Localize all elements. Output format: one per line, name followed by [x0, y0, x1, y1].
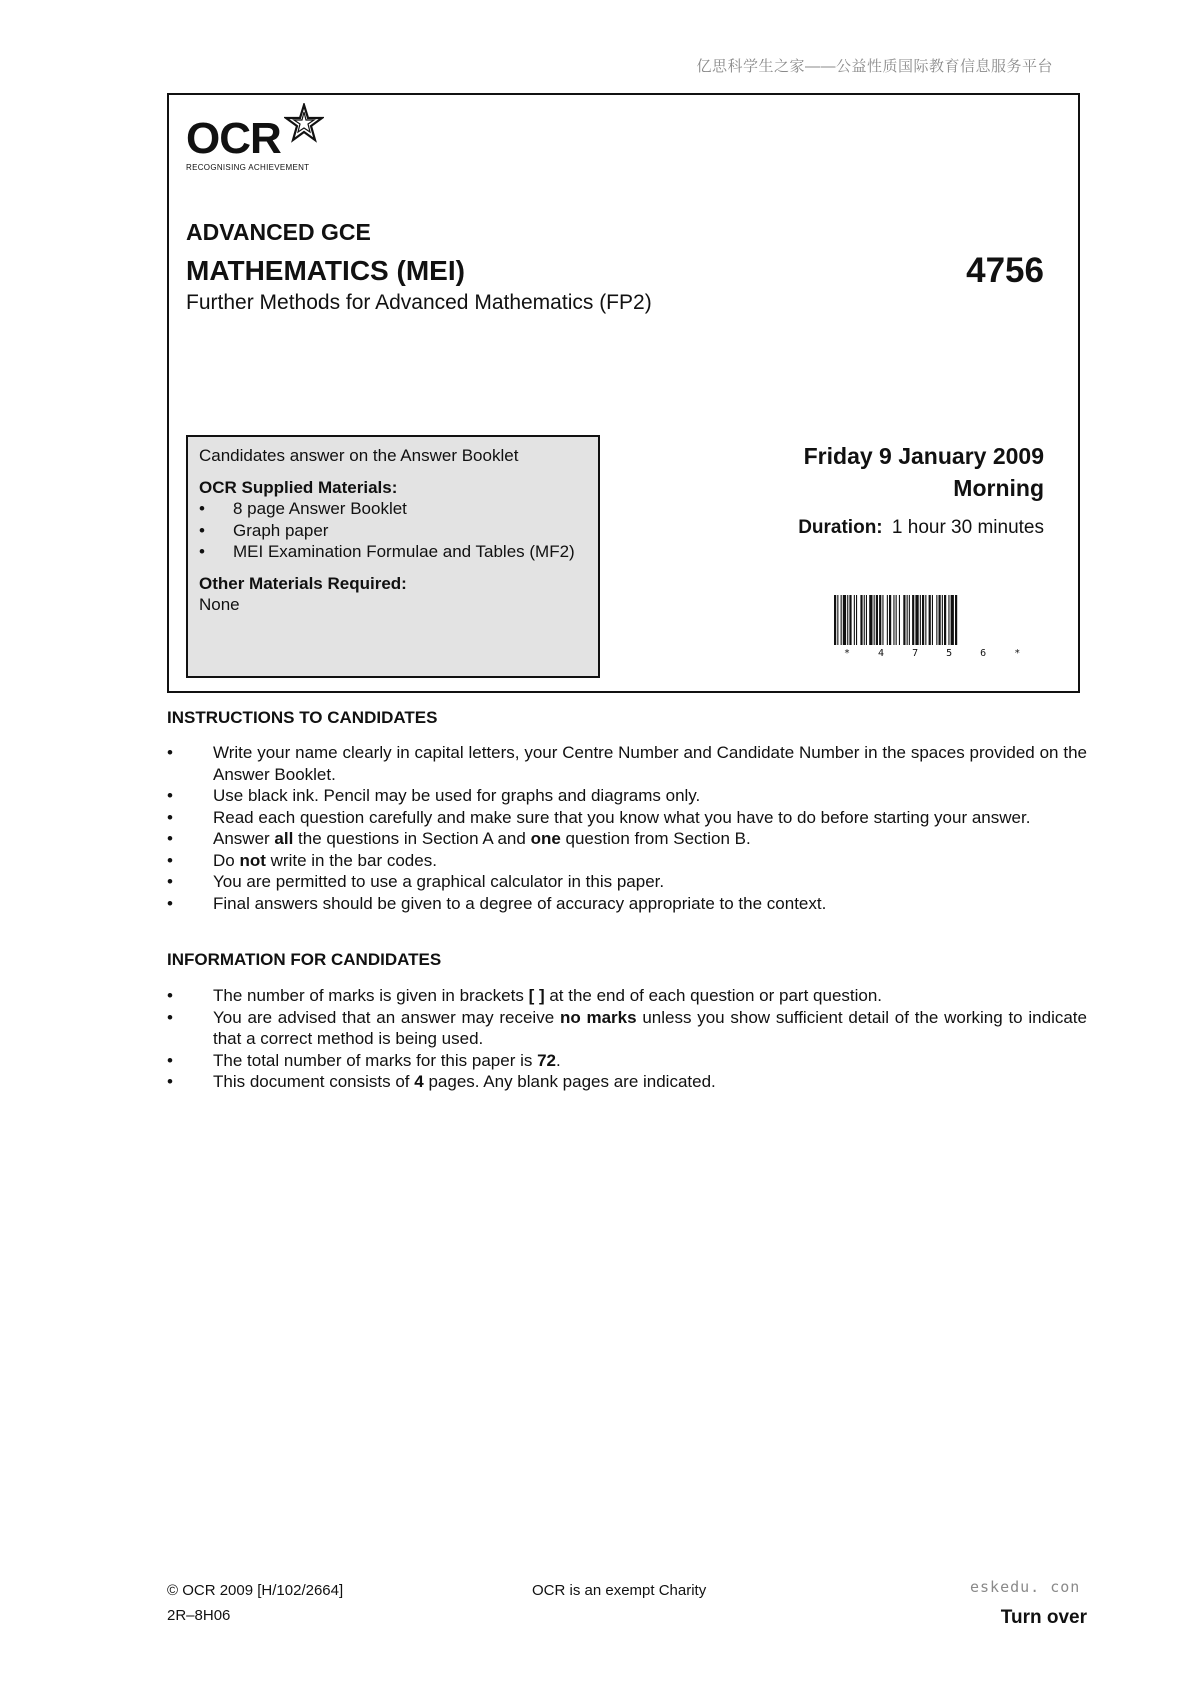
logo-tagline: RECOGNISING ACHIEVEMENT	[186, 163, 310, 172]
qualification-level: ADVANCED GCE	[186, 219, 371, 245]
duration-label: Duration:	[798, 517, 883, 538]
instruction-item: • Answer all the questions in Section A and one question from Section B.	[167, 828, 1087, 850]
instructions-list	[167, 742, 1087, 914]
supplied-list	[199, 498, 587, 563]
barcode	[832, 595, 1042, 657]
exam-date-block	[804, 440, 1044, 504]
supplied-item: • MEI Examination Formulae and Tables (MF2)	[199, 541, 587, 563]
instruction-item: • Use black ink. Pencil may be used for graphs and diagrams only.	[167, 785, 1087, 807]
information-item: • The total number of marks for this paper is 72.	[167, 1050, 1087, 1072]
watermark-top: 亿思科学生之家——公益性质国际教育信息服务平台	[696, 58, 1053, 75]
instruction-item: • Write your name clearly in capital letters, your Centre Number and Candidate Number in the spaces provided on the Answer Booklet.	[167, 742, 1087, 785]
subject-title: MATHEMATICS (MEI)	[186, 255, 465, 286]
instruction-item: • You are permitted to use a graphical calculator in this paper.	[167, 871, 1087, 893]
duration-value: 1 hour 30 minutes	[891, 517, 1044, 538]
other-heading: Other Materials Required:	[199, 573, 407, 593]
information-item: • This document consists of 4 pages. Any blank pages are indicated.	[167, 1071, 1087, 1093]
star-icon	[284, 103, 324, 143]
duration	[798, 517, 1044, 539]
ocr-logo	[186, 114, 346, 187]
watermark-bottom: eskedu. con	[970, 1578, 1081, 1596]
instruction-item: • Do not write in the bar codes.	[167, 850, 1087, 872]
copyright: © OCR 2009 [H/102/2664]	[167, 1582, 344, 1599]
turn-over: Turn over	[1000, 1607, 1087, 1628]
supplied-item: • Graph paper	[199, 520, 587, 542]
instruction-item: • Final answers should be given to a degree of accuracy appropriate to the context.	[167, 893, 1087, 915]
cover-box	[167, 93, 1080, 693]
materials-intro: Candidates answer on the Answer Booklet	[199, 446, 519, 465]
unit-title: Further Methods for Advanced Mathematics (FP2)	[186, 291, 652, 314]
charity-note: OCR is an exempt Charity	[532, 1582, 707, 1599]
logo-text: OCR	[186, 114, 281, 163]
information-heading: INFORMATION FOR CANDIDATES	[167, 950, 442, 969]
paper-code: 4756	[966, 251, 1044, 290]
barcode-text: * 4 7 5 6 *	[844, 648, 1032, 659]
information-item: • You are advised that an answer may receive no marks unless you show sufficient detail of the working to indicate that a correct method is being used.	[167, 1007, 1087, 1050]
other-materials: None	[199, 595, 240, 614]
instructions-heading: INSTRUCTIONS TO CANDIDATES	[167, 708, 438, 727]
exam-date: Friday 9 January 2009	[803, 443, 1044, 469]
information-item: • The number of marks is given in brackets [ ] at the end of each question or part question.	[167, 985, 1087, 1007]
barcode-icon	[832, 595, 1042, 645]
materials-box	[186, 435, 600, 678]
supplied-heading: OCR Supplied Materials:	[199, 477, 398, 497]
exam-session: Morning	[953, 475, 1044, 501]
instruction-item: • Read each question carefully and make sure that you know what you have to do before starting your answer.	[167, 807, 1087, 829]
information-list	[167, 985, 1087, 1093]
supplied-item: • 8 page Answer Booklet	[199, 498, 587, 520]
document-ref: 2R–8H06	[167, 1607, 231, 1624]
